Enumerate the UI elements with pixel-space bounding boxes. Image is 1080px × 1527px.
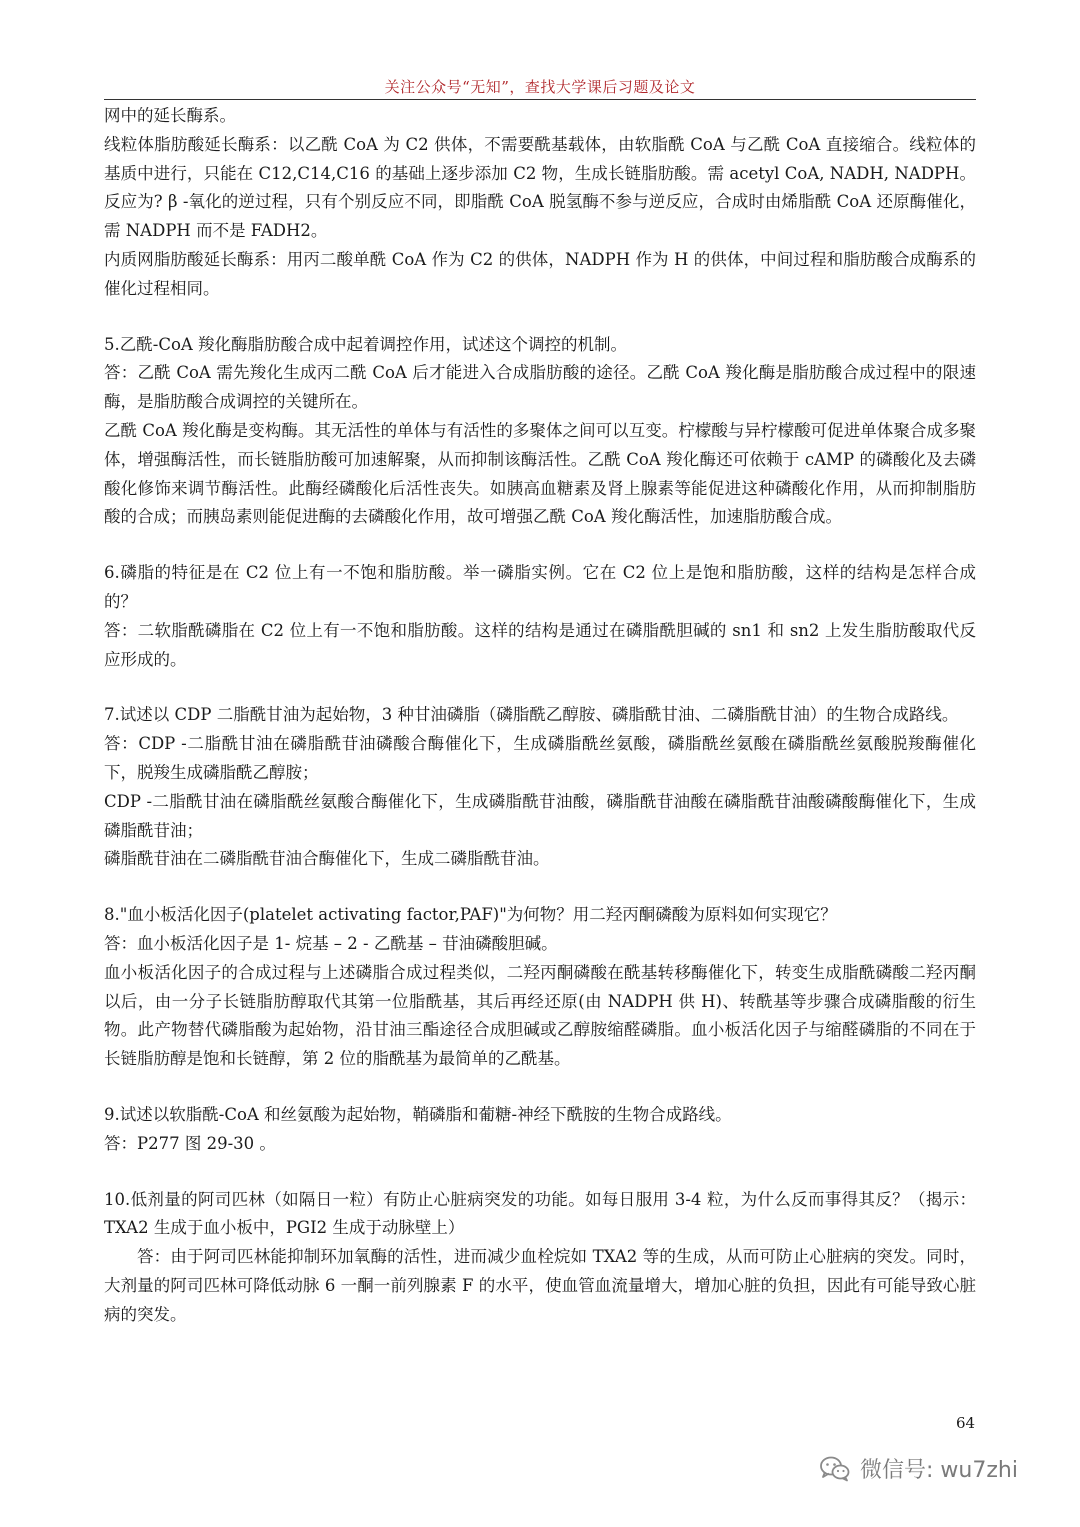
answer-8: 答：血小板活化因子是 1- 烷基 – 2 - 乙酰基 – 苷油磷酸胆碱。: [104, 933, 558, 953]
paragraph-spacer: [104, 1159, 976, 1186]
question-5: 5.乙酰-CoA 羧化酶脂肪酸合成中起着调控作用，试述这个调控的机制。: [104, 334, 628, 354]
paragraph: CDP -二脂酰甘油在磷脂酰丝氨酸合酶催化下，生成磷脂酰苷油酸，磷脂酰苷油酸在磷脂酰苷油酸磷酸酶催化下，生成磷脂酰苷油；: [104, 791, 976, 840]
paragraph: 网中的延长酶系。: [104, 106, 236, 125]
header-divider: [104, 99, 976, 100]
paragraph: 乙酰 CoA 羧化酶是变构酶。其无活性的单体与有活性的多聚体之间可以互变。柠檬酸与异柠檬酸可促进单体聚合成多聚体，增强酶活性，而长链脂肪酸可加速解聚，从而抑制该酶活性。乙酰 CoA 羧化酶还可依赖于 cAMP 的磷酸化及去磷酸化修饰来调节酶活性。此酶经磷酸化后活性丧失。如胰高血糖素及肾上腺素等能促进这种磷酸化作用，从而抑制脂肪酸的合成；而胰岛素则能促进酶的去磷酸化作用，故可增强乙酰 CoA 羧化酶活性，加速脂肪酸合成。: [104, 420, 976, 527]
paragraph-spacer: [104, 874, 976, 901]
answer-6: 答：二软脂酰磷脂在 C2 位上有一不饱和脂肪酸。这样的结构是通过在磷脂酰胆碱的 sn1 和 sn2 上发生脂肪酸取代反应形成的。: [104, 620, 976, 669]
answer-5: 答：乙酰 CoA 需先羧化生成丙二酰 CoA 后才能进入合成脂肪酸的途径。乙酰 CoA 羧化酶是脂肪酸合成过程中的限速酶，是脂肪酸合成调控的关键所在。: [104, 363, 976, 412]
paragraph-spacer: [104, 532, 976, 559]
question-9: 9.试述以软脂酰-CoA 和丝氨酸为起始物，鞘磷脂和葡糖-神经下酰胺的生物合成路线。: [104, 1104, 732, 1124]
wechat-watermark: [820, 1453, 1018, 1484]
question-6: 6.磷脂的特征是在 C2 位上有一不饱和脂肪酸。举一磷脂实例。它在 C2 位上是饱和脂肪酸，这样的结构是怎样合成的？: [104, 563, 976, 611]
question-8: 8."血小板活化因子(platelet activating factor,PAF)"为何物？用二羟丙酮磷酸为原料如何实现它？: [104, 905, 837, 925]
page-number: 64: [956, 1414, 976, 1432]
question-10: 10.低剂量的阿司匹林（如隔日一粒）有防止心脏病突发的功能。如每日服用 3-4 粒，为什么反而事得其反？（揭示：TXA2 生成于血小板中，PGI2 生成于动脉壁上）: [104, 1189, 976, 1238]
question-7: 7.试述以 CDP 二脂酰甘油为起始物，3 种甘油磷脂（磷脂酰乙醇胺、磷脂酰甘油、二磷脂酰甘油）的生物合成路线。: [104, 705, 959, 725]
answer-7: 答：CDP -二脂酰甘油在磷脂酰苷油磷酸合酶催化下，生成磷脂酰丝氨酸，磷脂酰丝氨酸在磷脂酰丝氨酸脱羧酶催化下，脱羧生成磷脂酰乙醇胺；: [104, 734, 976, 782]
paragraph-spacer: [104, 674, 976, 701]
paragraph-spacer: [104, 304, 976, 331]
paragraph: 线粒体脂肪酸延长酶系：以乙酰 CoA 为 C2 供体，不需要酰基载体，由软脂酰 CoA 与乙酰 CoA 直接缩合。线粒体的基质中进行，只能在 C12,C14,C16 的基础上逐步添加 C2 物，生成长链脂肪酸。需 acetyl CoA, NADH, NADPH。反应为? β -氧化的逆过程，只有个别反应不同，即脂酰 CoA 脱氢酶不参与逆反应，合成时由烯脂酰 CoA 还原酶催化，需 NADPH 而不是 FADH2。: [104, 134, 976, 241]
paragraph: 血小板活化因子的合成过程与上述磷脂合成过程类似，二羟丙酮磷酸在酰基转移酶催化下，转变生成脂酰磷酸二羟丙酮以后，由一分子长链脂肪醇取代其第一位脂酰基，其后再经还原(由 NADPH 供 H)、转酰基等步骤合成磷脂酸的衍生物。此产物替代磷脂酸为起始物，沿甘油三酯途径合成胆碱或乙醇胺缩醛磷脂。血小板活化因子与缩醛磷脂的不同在于长链脂肪醇是饱和长链醇，第 2 位的脂酰基为最简单的乙酰基。: [104, 962, 976, 1069]
answer-10: 答：由于阿司匹林能抑制环加氧酶的活性，进而减少血栓烷如 TXA2 等的生成，从而可防止心脏病的突发。同时，大剂量的阿司匹林可降低动脉 6 一酮一前列腺素 F 的水平，使血管血流量增大，增加心脏的负担，因此有可能导致心脏病的突发。: [104, 1247, 976, 1324]
watermark-text: 微信号: wu7zhi: [860, 1458, 1018, 1483]
answer-9: 答：P277 图 29-30 。: [104, 1133, 276, 1153]
document-body: [104, 102, 976, 1329]
paragraph-spacer: [104, 1074, 976, 1101]
paragraph: 内质网脂肪酸延长酶系：用丙二酸单酰 CoA 作为 C2 的供体，NADPH 作为 H 的供体，中间过程和脂肪酸合成酶系的催化过程相同。: [104, 249, 976, 298]
page-header-banner: 关注公众号“无知”，查找大学课后习题及论文: [384, 78, 696, 96]
paragraph: 磷脂酰苷油在二磷脂酰苷油合酶催化下，生成二磷脂酰苷油。: [104, 849, 550, 869]
wechat-icon: [820, 1456, 850, 1482]
